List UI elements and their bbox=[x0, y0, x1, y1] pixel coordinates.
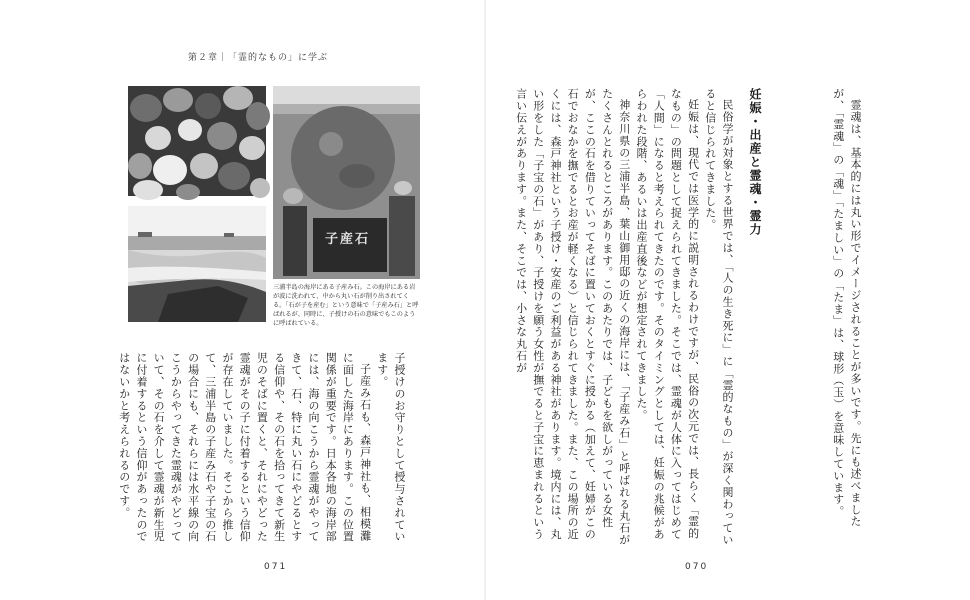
right-page-body bbox=[514, 88, 736, 548]
stone-inscription: 子産石 bbox=[325, 232, 371, 247]
gutter bbox=[484, 0, 486, 600]
paragraph: 子授けのお守りとして授与されています。 bbox=[375, 352, 406, 543]
right-intro bbox=[786, 88, 864, 548]
running-head: 第２章｜「霊的なもの」に学ぶ bbox=[188, 53, 329, 63]
page-number-right: 070 bbox=[685, 562, 709, 572]
paragraph: 霊魂は、基本的には丸い形でイメージされることが多いです。先にも述べましたが、「霊魂」の「魂」「たましい」の「たま」は、球形（玉）を意味しています。 bbox=[831, 88, 862, 528]
section-heading: 妊娠・出産と霊魂・霊力 bbox=[748, 88, 762, 237]
left-page-body bbox=[117, 352, 408, 548]
seashore-photo bbox=[128, 206, 266, 322]
paragraph: 神奈川県の三浦半島、葉山御用邸の近くの海岸には、「子産み石」と呼ばれる丸石がたくさんとれるところがあります。このあたりでは、子どもを欲しがっている女性が、ここの石を借りていってそばに置いておくとすぐに授かる（加えて、妊婦がこの石でおなかを撫でるとお産が軽くなる）と信じられてきました。また、この場所の近くには、森戸神社という子授け・安産のご利益がある神社があります。境内には、丸い形をした「子宝の石」があり、子授けを願う女性が撫でると子宝に恵まれるという言い伝えがあります。また、そこでは、小さな丸石が bbox=[514, 88, 631, 546]
paragraph: 子産み石も、森戸神社も、相模灘に面した海岸にあります。この位置関係が重要です。日本各地の海岸部には、海の向こうから霊魂がやってきて、石、特に丸い石にやどるとする信仰や、その石を拾ってきて新生児のそばに置くと、それにやどった霊魂がその子に付着するという信仰が存在していました。そこから推して、三浦半島の子産み石や子宝の石の場合にも、それらには水平線の向こうからやってきた霊魂がやどっていて、その石を介して霊魂が新生児に付着するという信仰があったのではないかと考えられるのです。 bbox=[117, 352, 372, 543]
paragraph: 民俗学が対象とする世界では、「人の生き死に」に「霊的なもの」が深く関わっていると信じられてきました。 bbox=[703, 88, 734, 546]
page-number-left: 071 bbox=[264, 562, 288, 572]
round-stones-photo bbox=[128, 86, 266, 196]
paragraph: 妊娠は、現代では医学的に説明されるわけですが、民俗の次元では、長らく「霊的なもの」の問題として捉えられてきました。そこでは、霊魂が人体に入ってはじめて「人間」になると考えられてきたのです。そのタイミングとしては、妊娠の兆候があらわれた段階、あるいは出産直後などが想定されてきました。 bbox=[634, 88, 700, 541]
koumi-ishi-stone-photo bbox=[273, 86, 420, 279]
photo-caption: 三浦半島の海岸にある子産み石。この海岸にある岩が波に洗われて、中から丸い石が削り出されてくる。「石が子を産む」という意味で「子産み石」と呼ばれるが、同時に、子授けの石の意味でもこのように呼ばれている。 bbox=[273, 284, 419, 327]
